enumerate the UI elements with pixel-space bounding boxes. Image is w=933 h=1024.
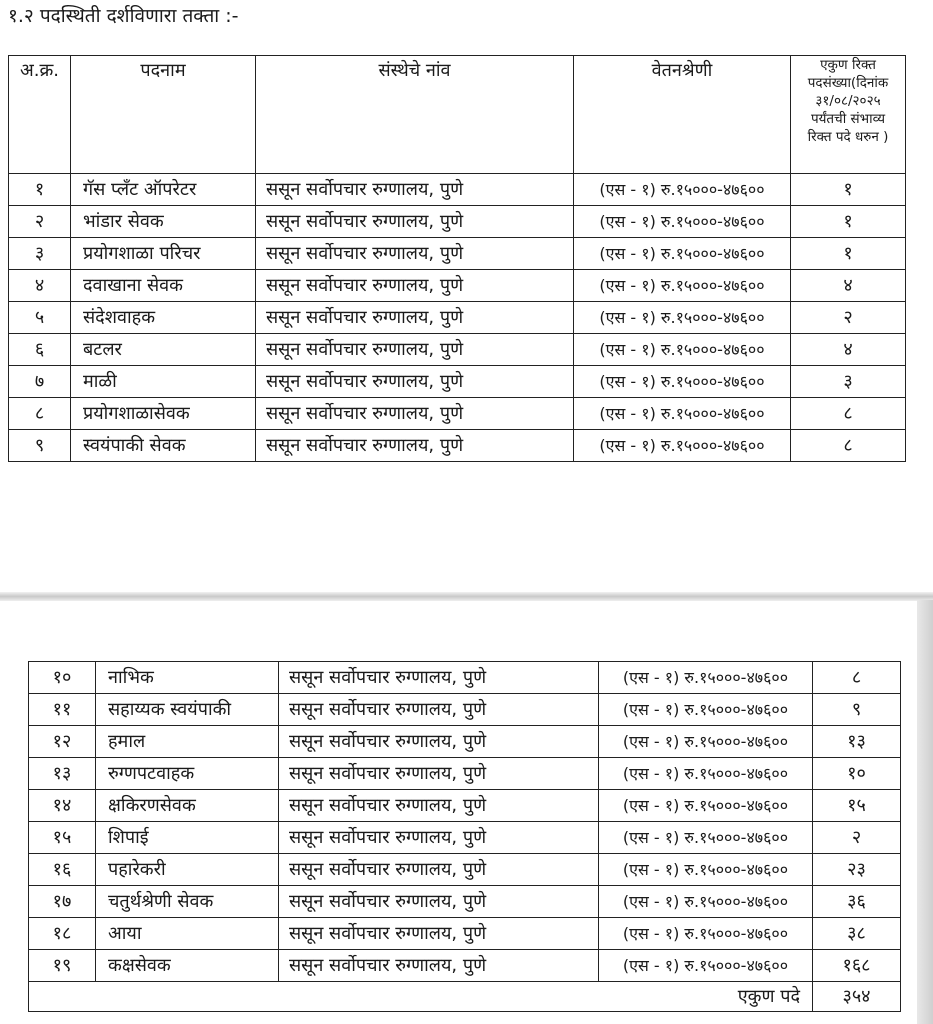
cell-count: १०	[813, 758, 901, 790]
cell-sr: १६	[29, 854, 96, 886]
header-pay-scale: वेतनश्रेणी	[574, 56, 791, 174]
cell-post: आया	[96, 918, 279, 950]
cell-sr: ६	[9, 334, 71, 366]
scan-edge-shadow	[917, 600, 933, 1024]
cell-institution: ससून सर्वोपचार रुग्णालय, पुणे	[279, 758, 599, 790]
cell-count: १	[791, 238, 906, 270]
page-break	[0, 592, 933, 601]
cell-pay: (एस - १) रु.१५०००-४७६००	[599, 694, 813, 726]
table-row	[29, 662, 901, 694]
cell-pay: (एस - १) रु.१५०००-४७६००	[599, 790, 813, 822]
cell-post: शिपाई	[96, 822, 279, 854]
cell-pay: (एस - १) रु.१५०००-४७६००	[574, 398, 791, 430]
cell-institution: ससून सर्वोपचार रुग्णालय, पुणे	[279, 662, 599, 694]
cell-sr: १४	[29, 790, 96, 822]
cell-post: सहाय्यक स्वयंपाकी	[96, 694, 279, 726]
cell-post: पहारेकरी	[96, 854, 279, 886]
cell-count: ४	[791, 270, 906, 302]
cell-post: दवाखाना सेवक	[71, 270, 256, 302]
table-row	[29, 950, 901, 982]
cell-institution: ससून सर्वोपचार रुग्णालय, पुणे	[256, 174, 574, 206]
cell-pay: (एस - १) रु.१५०००-४७६००	[574, 430, 791, 462]
table-row	[29, 886, 901, 918]
header-institution: संस्थेचे नांव	[256, 56, 574, 174]
cell-institution: ससून सर्वोपचार रुग्णालय, पुणे	[279, 822, 599, 854]
cell-count: ४	[791, 334, 906, 366]
cell-sr: १९	[29, 950, 96, 982]
cell-sr: ४	[9, 270, 71, 302]
table-row	[9, 366, 906, 398]
cell-count: ३६	[813, 886, 901, 918]
header-vacancy-line: ३१/०८/२०२५	[815, 93, 881, 109]
cell-institution: ससून सर्वोपचार रुग्णालय, पुणे	[279, 854, 599, 886]
cell-post: प्रयोगशाळासेवक	[71, 398, 256, 430]
cell-count: ३८	[813, 918, 901, 950]
cell-institution: ससून सर्वोपचार रुग्णालय, पुणे	[279, 726, 599, 758]
vacancy-table-page-1	[8, 55, 906, 462]
cell-count: ८	[791, 398, 906, 430]
cell-pay: (एस - १) रु.१५०००-४७६००	[574, 366, 791, 398]
cell-sr: १५	[29, 822, 96, 854]
cell-institution: ससून सर्वोपचार रुग्णालय, पुणे	[256, 302, 574, 334]
table-row	[29, 790, 901, 822]
cell-pay: (एस - १) रु.१५०००-४७६००	[599, 662, 813, 694]
header-vacancy-line: रिक्त पदे धरुन )	[807, 129, 889, 145]
cell-sr: ११	[29, 694, 96, 726]
cell-pay: (एस - १) रु.१५०००-४७६००	[599, 918, 813, 950]
total-value: ३५४	[813, 982, 901, 1012]
cell-count: १३	[813, 726, 901, 758]
cell-sr: १०	[29, 662, 96, 694]
header-vacancy-count	[791, 56, 906, 174]
table-row	[9, 270, 906, 302]
cell-pay: (एस - १) रु.१५०००-४७६००	[574, 270, 791, 302]
cell-count: २३	[813, 854, 901, 886]
table-row	[9, 174, 906, 206]
table-row	[9, 302, 906, 334]
cell-pay: (एस - १) रु.१५०००-४७६००	[599, 726, 813, 758]
cell-count: १६८	[813, 950, 901, 982]
table-row	[29, 918, 901, 950]
cell-sr: ९	[9, 430, 71, 462]
cell-count: २	[791, 302, 906, 334]
total-label: एकुण पदे	[29, 982, 813, 1012]
cell-post: कक्षसेवक	[96, 950, 279, 982]
document-heading: १.२ पदस्थिती दर्शविणारा तक्ता :-	[8, 5, 239, 27]
cell-pay: (एस - १) रु.१५०००-४७६००	[599, 854, 813, 886]
cell-sr: १८	[29, 918, 96, 950]
cell-pay: (एस - १) रु.१५०००-४७६००	[574, 206, 791, 238]
cell-count: २	[813, 822, 901, 854]
cell-sr: १२	[29, 726, 96, 758]
cell-pay: (एस - १) रु.१५०००-४७६००	[574, 302, 791, 334]
cell-institution: ससून सर्वोपचार रुग्णालय, पुणे	[256, 398, 574, 430]
cell-institution: ससून सर्वोपचार रुग्णालय, पुणे	[256, 206, 574, 238]
table-body	[9, 174, 906, 462]
cell-sr: ८	[9, 398, 71, 430]
cell-pay: (एस - १) रु.१५०००-४७६००	[574, 334, 791, 366]
cell-pay: (एस - १) रु.१५०००-४७६००	[599, 886, 813, 918]
total-row	[29, 982, 901, 1012]
cell-institution: ससून सर्वोपचार रुग्णालय, पुणे	[256, 430, 574, 462]
cell-sr: ५	[9, 302, 71, 334]
cell-sr: ७	[9, 366, 71, 398]
table-row	[29, 758, 901, 790]
cell-sr: ३	[9, 238, 71, 270]
cell-post: संदेशवाहक	[71, 302, 256, 334]
cell-pay: (एस - १) रु.१५०००-४७६००	[599, 950, 813, 982]
header-sr-no: अ.क्र.	[9, 56, 71, 174]
table-row	[9, 334, 906, 366]
cell-count: १५	[813, 790, 901, 822]
cell-institution: ससून सर्वोपचार रुग्णालय, पुणे	[256, 238, 574, 270]
cell-pay: (एस - १) रु.१५०००-४७६००	[599, 758, 813, 790]
cell-post: गॅस प्लँट ऑपरेटर	[71, 174, 256, 206]
cell-post: रुग्णपटवाहक	[96, 758, 279, 790]
cell-sr: २	[9, 206, 71, 238]
cell-post: बटलर	[71, 334, 256, 366]
cell-count: १	[791, 174, 906, 206]
cell-institution: ससून सर्वोपचार रुग्णालय, पुणे	[279, 950, 599, 982]
header-vacancy-line: पर्यंतची संभाव्य	[810, 111, 886, 127]
cell-post: हमाल	[96, 726, 279, 758]
cell-post: प्रयोगशाळा परिचर	[71, 238, 256, 270]
cell-post: नाभिक	[96, 662, 279, 694]
cell-institution: ससून सर्वोपचार रुग्णालय, पुणे	[256, 334, 574, 366]
cell-post: भांडार सेवक	[71, 206, 256, 238]
cell-count: ८	[813, 662, 901, 694]
cell-post: क्षकिरणसेवक	[96, 790, 279, 822]
table-row	[29, 694, 901, 726]
table-row	[9, 206, 906, 238]
vacancy-table-page-2	[28, 661, 901, 1012]
table-row	[9, 430, 906, 462]
table-row	[29, 854, 901, 886]
cell-pay: (एस - १) रु.१५०००-४७६००	[599, 822, 813, 854]
cell-pay: (एस - १) रु.१५०००-४७६००	[574, 174, 791, 206]
table-row	[9, 238, 906, 270]
header-vacancy-line: पदसंख्या(दिनांक	[807, 75, 889, 91]
cell-sr: १	[9, 174, 71, 206]
cell-post: माळी	[71, 366, 256, 398]
cell-sr: १३	[29, 758, 96, 790]
cell-count: १	[791, 206, 906, 238]
table-body	[29, 662, 901, 1012]
table-row	[29, 726, 901, 758]
table-row	[29, 822, 901, 854]
cell-institution: ससून सर्वोपचार रुग्णालय, पुणे	[279, 790, 599, 822]
cell-count: ९	[813, 694, 901, 726]
cell-institution: ससून सर्वोपचार रुग्णालय, पुणे	[256, 270, 574, 302]
header-vacancy-line: एकुण रिक्त	[820, 57, 876, 73]
cell-count: ८	[791, 430, 906, 462]
cell-institution: ससून सर्वोपचार रुग्णालय, पुणे	[279, 694, 599, 726]
table-header-row	[9, 56, 906, 174]
cell-post: स्वयंपाकी सेवक	[71, 430, 256, 462]
cell-pay: (एस - १) रु.१५०००-४७६००	[574, 238, 791, 270]
cell-sr: १७	[29, 886, 96, 918]
cell-post: चतुर्थश्रेणी सेवक	[96, 886, 279, 918]
table-row	[9, 398, 906, 430]
header-post-name: पदनाम	[71, 56, 256, 174]
cell-institution: ससून सर्वोपचार रुग्णालय, पुणे	[256, 366, 574, 398]
cell-institution: ससून सर्वोपचार रुग्णालय, पुणे	[279, 886, 599, 918]
cell-institution: ससून सर्वोपचार रुग्णालय, पुणे	[279, 918, 599, 950]
cell-count: ३	[791, 366, 906, 398]
